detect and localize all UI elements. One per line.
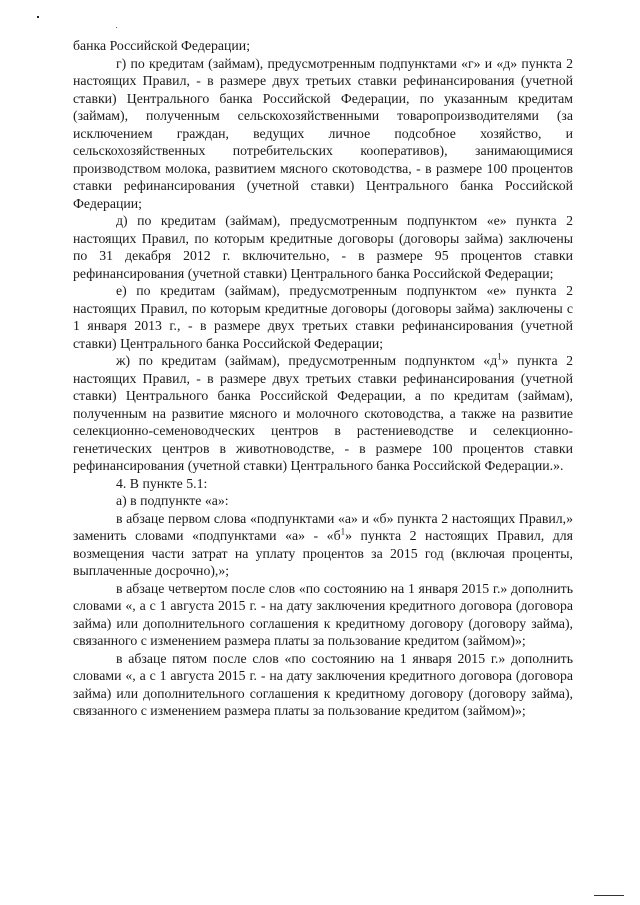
- scan-speck: [116, 27, 117, 28]
- scan-speck: [37, 16, 39, 18]
- document-body: [73, 37, 573, 720]
- paragraph-abzac-5: в абзаце пятом после слов «по состоянию на 1 января 2015 г.» дополнить словами «, а с 1 августа 2015 г. - на дату заключения кредитного договора (договора займа) или дополнительного соглашения к кредитному договору (договору займа), связанного с изменением размера платы за пользование кредитом (займом)»;: [73, 650, 573, 718]
- paragraph-abzac-1-text-rest: » пункта 2 настоящих Правил, для возмещения части затрат на уплату процентов за 2015 год (включая проценты, выплаченные досрочно),»;: [73, 528, 573, 578]
- paragraph-item-e: е) по кредитам (займам), предусмотренным подпунктом «е» пункта 2 настоящих Правил, по которым кредитные договоры (договоры займа) заключены с 1 января 2013 г., - в размере двух третьих ставки рефинансирования (учетной ставки) Центрального банка Российской Федерации;: [73, 283, 573, 351]
- paragraph-item-g: г) по кредитам (займам), предусмотренным подпунктами «г» и «д» пункта 2 настоящих Правил, - в размере двух третьих ставки рефинансирования (учетной ставки) Центрального банка Российской Федерации, по указанным кредитам (займам), полученным сельскохозяйственными товаропроизводителями (за исключением граждан, ведущих личное подсобное хозяйство, и сельскохозяйственных потребительских кооперативов), занимающимися производством молока, развитием мясного скотоводства, - в размере 100 процентов ставки рефинансирования (учетной ставки) Центрального банка Российской Федерации;: [73, 55, 573, 211]
- section-heading-4: 4. В пункте 5.1:: [116, 475, 208, 491]
- superscript: 1: [497, 351, 502, 362]
- paragraph-abzac-4: в абзаце четвертом после слов «по состоянию на 1 января 2015 г.» дополнить словами «, а с 1 августа 2015 г. - на дату заключения кредитного договора (договора займа) или дополнительного соглашения к кредитному договору (договору займа), связанного с изменением размера платы за пользование кредитом (займом)»;: [73, 580, 573, 648]
- paragraph-item-zh-text: ж) по кредитам (займам), предусмотренным подпунктом «д: [116, 353, 498, 368]
- superscript: 1: [340, 526, 346, 537]
- subsection-heading-a: а) в подпункте «а»:: [116, 493, 229, 508]
- footer-rule: [594, 895, 624, 896]
- paragraph-item-zh: [73, 352, 573, 475]
- paragraph-abzac-1: [73, 510, 573, 580]
- paragraph-continuation: банка Российской Федерации;: [73, 38, 251, 53]
- paragraph-item-zh-text-rest: » пункта 2 настоящих Правил, - в размере двух третьих ставки рефинансирования (учетной ставки) Центрального банка Российской Федерации, а по кредитам (займам), полученным на развитие мясного и молочного скотоводства, а также на развитие селекционно-семеноводческих центров в растениеводстве и селекционно-генетических центров в животноводстве, - в размере 100 процентов ставки рефинансирования (учетной ставки) Центрального банка Российской Федерации.».: [73, 353, 573, 473]
- paragraph-item-d: д) по кредитам (займам), предусмотренным подпунктом «е» пункта 2 настоящих Правил, по которым кредитные договоры (договоры займа) заключены по 31 декабря 2012 г. включительно, - в размере 95 процентов ставки рефинансирования (учетной ставки) Центрального банка Российской Федерации;: [73, 213, 573, 281]
- paragraph-abzac-1-text: в абзаце первом слова «подпунктами «а» и «б» пункта 2 настоящих Правил,» заменить словами «подпунктами «а» - «б: [73, 510, 573, 543]
